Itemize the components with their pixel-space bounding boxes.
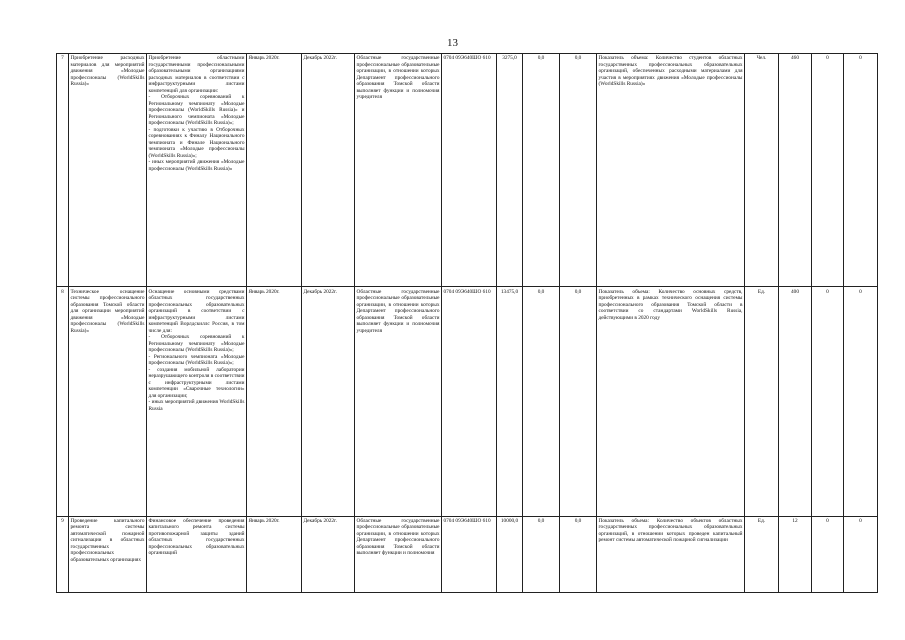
activity-name: Техническое оснащение системы профессионального образования Томской области для организации мероприятий движения «Молодые профессионалы (WorldSkills Russia)» bbox=[69, 287, 147, 516]
description-line: Финансовое обеспечение проведения капитального ремонта системы противопожарной защиты зданий областных государственных профессиональных образовательных организаций bbox=[148, 517, 245, 557]
description-line: - подготовки к участию в Отборочных соревнованиях к Финалу Национального чемпионата и Финале Национального чемпионата «Молодые профессионалы (WorldSkills Russia)»; bbox=[148, 126, 245, 159]
activity-description bbox=[147, 287, 247, 516]
funding-value-2: 0,0 bbox=[523, 516, 560, 592]
funding-value-3: 0,0 bbox=[560, 287, 597, 516]
start-date: Январь 2020г. bbox=[247, 516, 302, 592]
row-number: 8 bbox=[57, 287, 69, 516]
unit: Ед. bbox=[745, 516, 779, 592]
target-value-3: 0 bbox=[844, 516, 878, 592]
description-line: Оснащение основными средствами областных государственных профессиональных образовательных организаций в соответствии с инфраструктурными листами компетенций Ворлдскиллс Россия, в том числе для: bbox=[148, 288, 245, 334]
end-date: Декабрь 2022г. bbox=[302, 287, 355, 516]
funding-value-1: 10000,0 bbox=[497, 516, 523, 592]
target-value-2: 0 bbox=[812, 287, 844, 516]
table-row bbox=[57, 287, 878, 516]
start-date: Январь 2020г. bbox=[247, 54, 302, 287]
funding-value-3: 0,0 bbox=[560, 54, 597, 287]
target-value-3: 0 bbox=[844, 54, 878, 287]
budget-code: 0704 09Э640ШО 610 bbox=[442, 287, 497, 516]
end-date: Декабрь 2022г. bbox=[302, 516, 355, 592]
activity-description bbox=[147, 516, 247, 592]
indicator: Показатель объема: Количество основных средств, приобретенных в рамках технического оснащения системы профессионального образования Томской области в соответствии со стандартами WorldSkills Russia, действующими в 2020 году bbox=[597, 287, 745, 516]
description-line: - Отборочных соревнований к Региональному чемпионату «Молодые профессионалы (WorldSkills Russia)» и Регионального чемпионата «Молодые профессионалы (WorldSkills Russia)»; bbox=[148, 94, 245, 127]
target-value-2: 0 bbox=[812, 54, 844, 287]
table-row bbox=[57, 54, 878, 287]
description-line: - Отборочных соревнований к Региональному чемпионату «Молодые профессионалы (WorldSkills Russia)»; bbox=[148, 334, 245, 354]
row-number: 7 bbox=[57, 54, 69, 287]
activity-name: Проведение капитального ремонта системы автоматической пожарной сигнализации в областных государственных профессиональных образовательных организациях bbox=[69, 516, 147, 592]
start-date: Январь 2020г. bbox=[247, 287, 302, 516]
description-line: - создания мобильной лаборатории неразрушающего контроля в соответствии с инфраструктурными листами компетенции «Сварочные технологии» для организации; bbox=[148, 366, 245, 399]
description-line: Приобретение областными государственными профессиональными образовательными организациями расходных материалов в соответствии с инфраструктурными листами компетенций для организации: bbox=[148, 55, 245, 94]
funding-value-1: 13475,0 bbox=[497, 287, 523, 516]
description-line: - иных мероприятий движения «Молодые профессионалы (WorldSkills Russia)» bbox=[148, 159, 245, 172]
unit: Чел. bbox=[745, 54, 779, 287]
executor: Областные государственные профессиональные образовательные организации, в отношении которых Департамент профессионального образования Томской области выполняет функции и полномочия учредителя bbox=[355, 287, 442, 516]
target-value-1: 460 bbox=[779, 54, 812, 287]
target-value-2: 0 bbox=[812, 516, 844, 592]
executor: Областные государственные профессиональные образовательные организации, в отношении которых Департамент профессионального образования Томской области выполняет функции и полномочия bbox=[355, 516, 442, 592]
target-value-3: 0 bbox=[844, 287, 878, 516]
executor: Областные государственные профессиональные образовательные организации, в отношении которых Департамент профессионального образования Томской области выполняет функции и полномочия учредителя bbox=[355, 54, 442, 287]
activity-description bbox=[147, 54, 247, 287]
funding-value-2: 0,0 bbox=[523, 287, 560, 516]
funding-value-1: 3275,0 bbox=[497, 54, 523, 287]
indicator: Показатель объема: Количество объектов областных государственных профессиональных образовательных организаций, в отношении которых проведен капитальный ремонт системы автоматической пожарной сигнализации bbox=[597, 516, 745, 592]
program-table bbox=[56, 53, 878, 593]
target-value-1: 400 bbox=[779, 287, 812, 516]
funding-value-2: 0,0 bbox=[523, 54, 560, 287]
table-row bbox=[57, 516, 878, 592]
budget-code: 0704 09Э640ШО 610 bbox=[442, 516, 497, 592]
description-line: - Регионального чемпионата «Молодые профессионалы (WorldSkills Russia)»; bbox=[148, 353, 245, 367]
page-number: 13 bbox=[447, 37, 458, 49]
unit: Ед. bbox=[745, 287, 779, 516]
target-value-1: 12 bbox=[779, 516, 812, 592]
activity-name: Приобретение расходных материалов для мероприятий движения «Молодые профессионалы (WorldSkills Russia)» bbox=[69, 54, 147, 287]
indicator: Показатель объема: Количество студентов областных государственных профессиональных образовательных организаций, обеспеченных расходными материалами для участия в мероприятиях движения «Молодые профессионалы (WorldSkills Russia)» bbox=[597, 54, 745, 287]
description-line: - иных мероприятий движения WorldSkills Russia bbox=[148, 399, 245, 412]
end-date: Декабрь 2022г. bbox=[302, 54, 355, 287]
funding-value-3: 0,0 bbox=[560, 516, 597, 592]
row-number: 9 bbox=[57, 516, 69, 592]
budget-code: 0704 09Э640ШО 610 bbox=[442, 54, 497, 287]
